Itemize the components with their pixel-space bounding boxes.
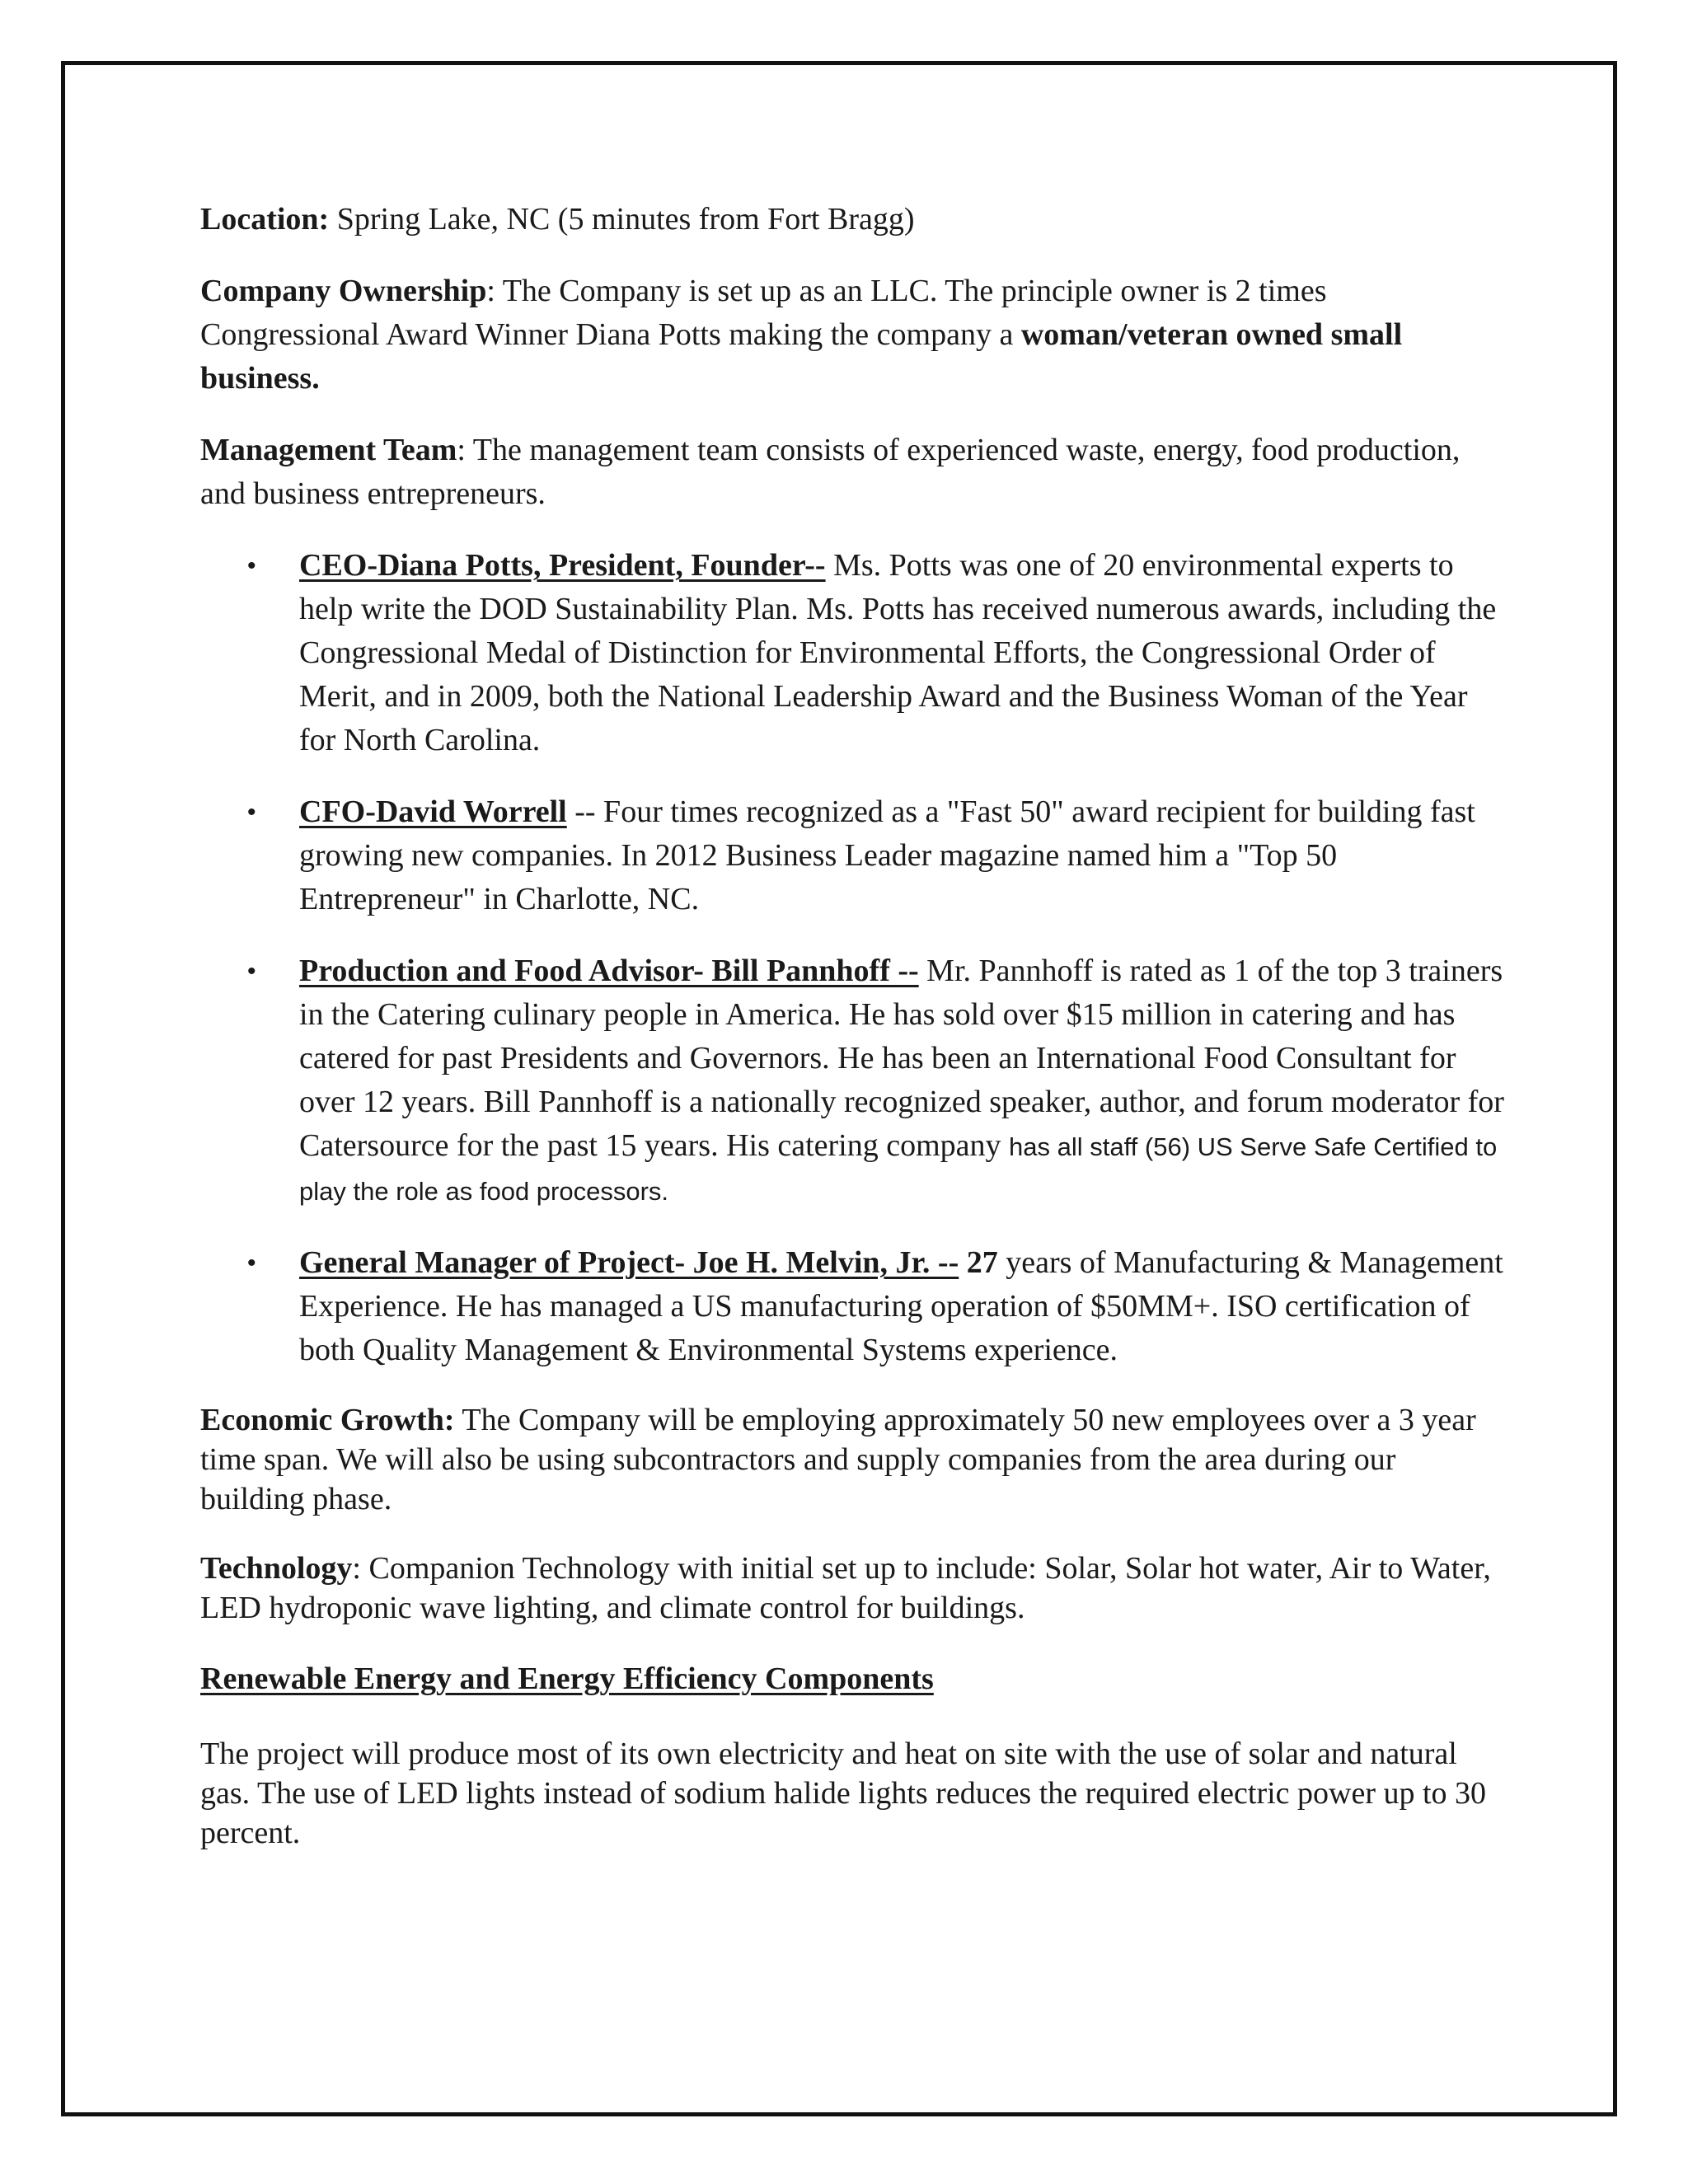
team-member-title: Production and Food Advisor- Bill Pannhoff --: [299, 954, 919, 988]
ownership-bold-tail: woman/veteran owned small business.: [200, 317, 1403, 396]
renewable-heading: Renewable Energy and Energy Efficiency Components: [200, 1661, 934, 1696]
technology-paragraph: [200, 1549, 1507, 1628]
renewable-paragraph: The project will produce most of its own electricity and heat on site with the use of solar and natural gas. The use of LED lights instead of sodium halide lights reduces the required electric power up to 30 percent.: [200, 1736, 1487, 1850]
team-member-sans-tail: has all staff (56) US Serve Safe Certified to play the role as food processors.: [299, 1132, 1498, 1206]
technology-text: : Companion Technology with initial set up to include: Solar, Solar hot water, Air to Water, LED hydroponic wave lighting, and climate control for buildings.: [200, 1551, 1491, 1625]
ownership-label: Company Ownership: [200, 274, 487, 308]
management-text: : The management team consists of experienced waste, energy, food production, and business entrepreneurs.: [200, 433, 1461, 511]
document-body: [200, 198, 1507, 1882]
team-list: [200, 544, 1507, 1372]
economic-text: The Company will be employing approximately 50 new employees over a 3 year time span. We will also be using subcontractors and supply companies from the area during our building phase.: [200, 1403, 1476, 1516]
list-item: [200, 1241, 1507, 1372]
team-member-text: Mr. Pannhoff is rated as 1 of the top 3 trainers in the Catering culinary people in America. He has sold over $15 million in catering and has catered for past Presidents and Governors. He has been an International Food Consultant for over 12 years. Bill Pannhoff is a nationally recognized speaker, author, and forum moderator for Catersource for the past 15 years. His catering company: [299, 954, 1504, 1163]
list-item: [200, 790, 1507, 921]
economic-label: Economic Growth:: [200, 1403, 455, 1437]
location-text: Spring Lake, NC (5 minutes from Fort Bragg): [329, 202, 915, 237]
bullet-icon: •: [247, 799, 256, 826]
bullet-icon: •: [247, 552, 256, 579]
bullet-icon: •: [247, 958, 256, 985]
list-item: [200, 544, 1507, 762]
economic-paragraph: [200, 1400, 1507, 1519]
ownership-text: : The Company is set up as an LLC. The principle owner is 2 times Congressional Award Winner Diana Potts making the company a: [200, 274, 1327, 352]
team-member-title: CEO-Diana Potts, President, Founder--: [299, 548, 826, 583]
location-line: [200, 198, 1507, 241]
management-label: Management Team: [200, 433, 457, 467]
team-member-text: -- Four times recognized as a "Fast 50" award recipient for building fast growing new companies. In 2012 Business Leader magazine named him a "Top 50 Entrepreneur" in Charlotte, NC.: [299, 794, 1475, 916]
team-member-years: 27: [959, 1245, 998, 1280]
team-member-title: CFO-David Worrell: [299, 794, 567, 829]
technology-label: Technology: [200, 1551, 353, 1586]
team-member-title: General Manager of Project- Joe H. Melvin, Jr. --: [299, 1245, 959, 1280]
management-paragraph: [200, 429, 1507, 516]
team-member-text: years of Manufacturing & Management Experience. He has managed a US manufacturing operation of $50MM+. ISO certification of both Quality Management & Environmental Systems experience.: [299, 1245, 1503, 1367]
list-item: [200, 949, 1507, 1213]
location-label: Location:: [200, 202, 330, 237]
team-member-text: Ms. Potts was one of 20 environmental experts to help write the DOD Sustainability Plan. Ms. Potts has received numerous awards, including the Congressional Medal of Distinction for Environmental Efforts, the Congressional Order of Merit, and in 2009, both the National Leadership Award and the Business Woman of the Year for North Carolina.: [299, 548, 1497, 757]
bullet-icon: •: [247, 1249, 256, 1277]
ownership-paragraph: [200, 269, 1507, 401]
